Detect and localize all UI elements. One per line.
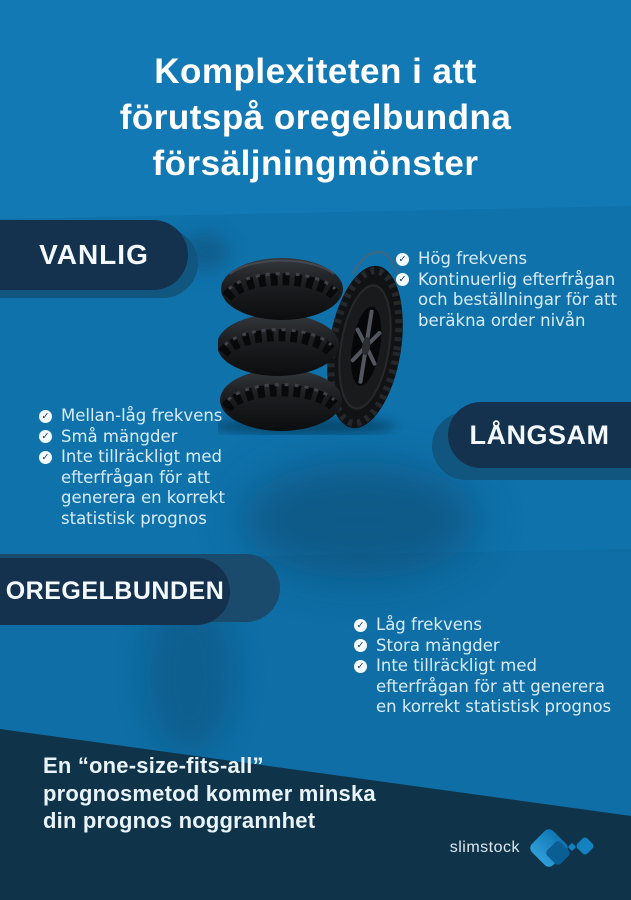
list-item [39, 447, 274, 529]
tire [218, 314, 339, 376]
list-item [396, 249, 631, 270]
bullet-text: Inte tillräckligt med [61, 447, 222, 466]
list-item [39, 427, 274, 448]
check-icon: ✓ [354, 660, 367, 673]
list-item [39, 406, 274, 427]
oregelbunden-label: OREGELBUNDEN [5, 577, 225, 605]
brand-footer [450, 822, 605, 874]
brand-name: slimstock [449, 839, 520, 856]
bullet-text: efterfrågan för att generera [376, 676, 605, 696]
closing-statement [43, 752, 376, 835]
category-label-oregelbunden [0, 558, 230, 625]
vanlig-bullet-list [396, 249, 631, 331]
check-icon: ✓ [39, 410, 52, 423]
title-line: Komplexiteten i att [154, 52, 477, 92]
bullet-text: beräkna order nivån [418, 310, 586, 330]
title-line: försäljningmönster [152, 144, 479, 184]
slimstock-logo-icon [527, 822, 605, 874]
check-icon: ✓ [396, 253, 409, 266]
bullet-text: efterfrågan för att [61, 467, 211, 487]
category-label-langsam [448, 402, 631, 468]
langsam-bullet-list [39, 406, 274, 529]
tire-ground-shadow [242, 462, 478, 578]
bullet-text: en korrekt statistisk prognos [376, 697, 612, 716]
bullet-text: Stora mängder [376, 635, 500, 655]
tire [221, 258, 343, 320]
list-item [396, 270, 631, 332]
bullet-text: Inte tillräckligt med [376, 656, 537, 675]
bullet-text: Hög frekvens [418, 249, 528, 268]
page-title [0, 49, 631, 187]
statement-line: En “one-size-fits-all” [43, 753, 264, 778]
check-icon: ✓ [396, 273, 409, 286]
oregelbunden-bullet-list [354, 615, 629, 718]
check-icon: ✓ [39, 451, 52, 464]
bullet-text: Kontinuerlig efterfrågan [418, 269, 616, 289]
check-icon: ✓ [354, 639, 367, 652]
vanlig-label: VANLIG [39, 239, 149, 270]
list-item [354, 615, 629, 636]
list-item [354, 656, 629, 718]
statement-line: prognosmetod kommer minska [43, 780, 376, 806]
bullet-text: statistisk prognos [61, 508, 207, 528]
bullet-text: Låg frekvens [376, 615, 482, 634]
title-line: förutspå oregelbundna [119, 98, 512, 138]
bullet-text: Små mängder [61, 426, 178, 446]
category-label-vanlig [0, 220, 188, 290]
statement-line: din prognos noggrannhet [43, 808, 316, 833]
bullet-text: generera en korrekt [61, 488, 225, 507]
check-icon: ✓ [354, 619, 367, 632]
bullet-text: och beställningar för att [418, 290, 617, 309]
check-icon: ✓ [39, 430, 52, 443]
langsam-label: LÅNGSAM [469, 419, 610, 450]
list-item [354, 636, 629, 657]
bullet-text: Mellan-låg frekvens [61, 406, 223, 425]
